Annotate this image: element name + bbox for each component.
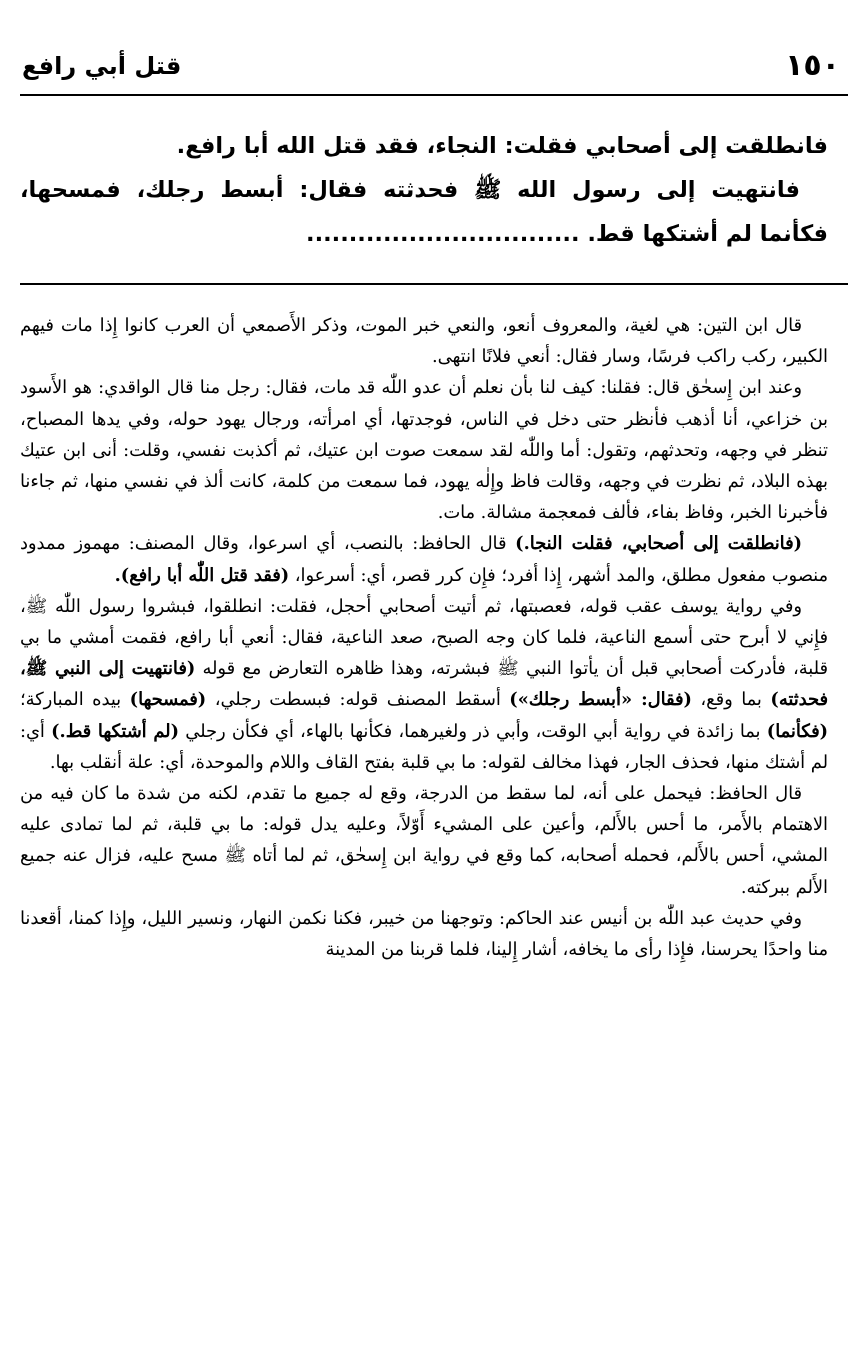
quoted-text: (فقال: «أبسط رجلك») [509, 689, 692, 711]
quoted-text: (فمسحها) [129, 689, 207, 711]
commentary-paragraph-6: وفي حديث عبد اللّٰه بن أنيس عند الحاكم: وتوجهنا من خيبر، فكنا نكمن النهار، ونسير الليل، وإِذا كمنا، أقعدنا منا واحدًا يحرسنا، فإِذا رأى ما يخافه، أشار إِلينا، فلما قربنا من المدينة [20, 907, 828, 961]
quoted-text: (فانطلقت إلى أصحابي، فقلت النجا.) [515, 533, 802, 555]
commentary-paragraph-4 [20, 591, 828, 778]
commentary-text: وفي رواية يوسف عقب قوله، فعصبتها، ثم أتيت أصحابي أحجل، فقلت: انطلقوا، فبشروا رسول اللّٰه ﷺ، فإِني لا أبرح حتى أسمع الناعية، فلما كان وجه الصبح، صعد الناعية، فقال: أنعي أبا رافع، فقمت أمشي ما بي قلبة، فأدركت أصحابي قبل أن يأتوا النبي ﷺ فبشرته، وهذا ظاهره التعارض مع قوله [20, 595, 829, 680]
commentary-text: أسقط المصنف قوله: فبسطت رجلي، [206, 689, 510, 711]
quoted-text: (لم أشتكها قط.) [51, 720, 180, 742]
commentary-paragraph-3 [20, 528, 828, 590]
commentary-paragraph-1: قال ابن التين: هي لغية، والمعروف أنعو، والنعي خبر الموت، وذكر الأَصمعي أن العرب كانوا إِذا مات فيهم الكبير، ركب راكب فرسًا، وسار فقال: أنعي فلانًا انتهى. [20, 315, 828, 368]
commentary-paragraph-2: وعند ابن إِسحٰق قال: فقلنا: كيف لنا بأن نعلم أن عدو اللّٰه قد مات، فقال: رجل منا قال الواقدي: هو الأَسود بن خزاعي، أنا أذهب فأنظر حتى دخل في الناس، فوجدتها، أي امرأته، ورجال يهود حوله، وفي يدها المصباح، تنظر في وجهه، وتحدثهم، وتقول: أما واللّٰه لقد سمعت صوت ابن عتيك، ثم أكذبت نفسي، وقلت: أنى ابن عتيك بهذه البلاد، ثم نظرت في وجهه، وقالت فاظ وإِلٰه يهود، فما سمعت من كلمة، كانت ألذ في نفسي منها، ثم جاءنا فأخبرنا الخبر، وفاظ بفاء، فألف فمعجمة مشالة. مات. [20, 377, 828, 524]
commentary-text: بيده المباركة؛ [20, 689, 130, 711]
text-commentary-divider [20, 283, 848, 285]
running-title: قتل أبي رافع [22, 52, 182, 80]
hadith-text [20, 124, 828, 256]
commentary-text: بما زائدة في رواية أبي الوقت، وأبي ذر ولغيرهما، فكأنها بالهاء، أي فكأن رجلي [179, 720, 767, 742]
hadith-paragraph-1: فانطلقت إلى أصحابي فقلت: النجاء، فقد قتل الله أبا رافع. [176, 133, 828, 159]
hadith-paragraph-2 [20, 168, 828, 256]
commentary-paragraph-5: قال الحافظ: فيحمل على أنه، لما سقط من الدرجة، وقع له جميع ما تقدم، لكنه من شدة ما كان فيه من الاهتمام بالأَمر، ما أحس بالأَلم، وأعين على المشيء أَوّلاً، وعليه يدل قوله: ما بي قلبة، ثم لما تمادى عليه المشي، أحس بالأَلم، فحمله أصحابه، كما وقع في رواية ابن إِسحٰق، ثم لما أتاه ﷺ مسح عليه، فزال عنه جميع الأَلم ببركته. [20, 783, 828, 898]
hadith-paragraph-2-text: فانتهيت إلى رسول الله ﷺ فحدثته فقال: أبسط رجلك، فمسحها، فكأنما لم أشتكها قط. [20, 177, 828, 247]
header-divider [20, 94, 848, 96]
quoted-text: (فكأنما) [766, 720, 828, 742]
commentary [20, 310, 828, 965]
quoted-text: (فانتهيت إلى النبي ﷺ، فحدثته) [20, 658, 828, 711]
quoted-text: (فقد قتل اللّٰه أبا رافع). [114, 564, 290, 586]
commentary-text: قال الحافظ: بالنصب، أي اسرعوا، وقال المصنف: مهموز ممدود منصوب مفعول مطلق، والمد أشهر، إِذا أفرد؛ فإِن كرر قصر، أي: أسرعوا، [20, 533, 828, 586]
commentary-text: بما وقع، [691, 689, 771, 711]
commentary-text: أي: لم أشتك منها، فحذف الجار، فهذا مخالف لقوله: ما بي قلبة بفتح القاف واللام والموحدة، أي: علة أنقلب بها. [20, 720, 828, 773]
page-number: ١٥٠ [785, 48, 840, 83]
ellipsis-dots: ................................ [306, 221, 580, 247]
page-header [18, 48, 850, 92]
